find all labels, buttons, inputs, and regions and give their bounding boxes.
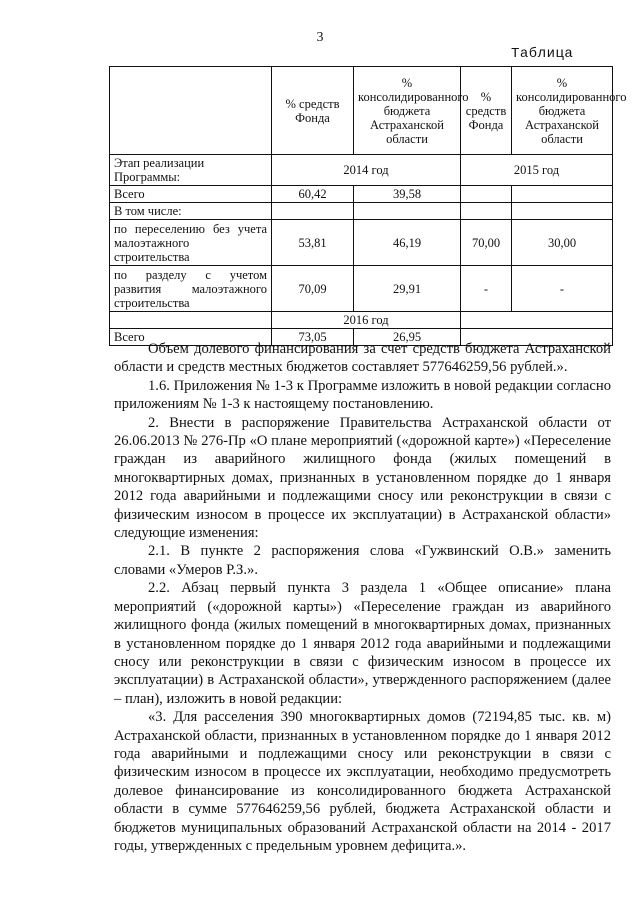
header-consolidated-2014: % консолидированного бюджета Астраханской области — [354, 67, 461, 155]
paragraph: 2.1. В пункте 2 распоряжения слова «Гужвинский О.В.» заменить словами «Умеров Р.З.». — [114, 543, 611, 578]
paragraph: Объем долевого финансирования за счет средств бюджета Астраханской области и средств местных бюджетов составляет 577646259,56 рублей.». — [114, 341, 611, 376]
cell-fund-2016: 73,05 — [272, 329, 354, 346]
table-caption: Таблица — [511, 46, 574, 62]
cell-consolidated-2015: 30,00 — [512, 220, 613, 266]
cell-consolidated-2016: 26,95 — [354, 329, 461, 346]
table-row — [110, 203, 613, 220]
empty-cell — [110, 312, 272, 329]
cell-consolidated-2014 — [354, 203, 461, 220]
table-row — [110, 186, 613, 203]
cell-consolidated-2015 — [512, 186, 613, 203]
body-text — [114, 340, 611, 855]
paragraph: 1.6. Приложения № 1-3 к Программе изложить в новой редакции согласно приложениям № 1-3 к настоящему постановлению. — [114, 377, 611, 413]
table-header-row — [110, 67, 613, 155]
cell-fund-2014 — [272, 203, 354, 220]
page-number: 3 — [316, 30, 324, 45]
paragraph: 2.2. Абзац первый пункта 3 раздела 1 «Общее описание» плана мероприятий («дорожной карты») «Переселение граждан из аварийного жилищного фонда (жилых помещений в многоквартирных домах, признанных в установленном порядке до 1 января 2012 года аварийными и подлежащими сносу или реконструкции в связи с физическим износом в процессе их эксплуатации) в Астраханской области», утвержденного распоряжением (далее – план), изложить в новой редакции: — [114, 580, 611, 707]
cell-fund-2014: 60,42 — [272, 186, 354, 203]
table-row — [110, 266, 613, 312]
cell-fund-2014: 70,09 — [272, 266, 354, 312]
cell-consolidated-2015: - — [512, 266, 613, 312]
cell-consolidated-2014: 46,19 — [354, 220, 461, 266]
cell-fund-2015: 70,00 — [461, 220, 512, 266]
cell-consolidated-2014: 29,91 — [354, 266, 461, 312]
funding-share-table — [109, 66, 627, 346]
year-2015: 2015 год — [461, 155, 613, 186]
table-row — [110, 220, 613, 266]
row-label: по переселению без учета малоэтажного строительства — [110, 220, 272, 266]
year-2016: 2016 год — [272, 312, 461, 329]
cell-fund-2015 — [461, 186, 512, 203]
cell-consolidated-2015 — [512, 203, 613, 220]
empty-cell — [461, 312, 613, 329]
paragraph: 2. Внести в распоряжение Правительства Астраханской области от 26.06.2013 № 276-Пр «О плане мероприятий («дорожной карте») «Переселение граждан из аварийного жилищного фонда (жилых помещений в многоквартирных домах, признанных в установленном порядке до 1 января 2012 года аварийными и подлежащими сносу или реконструкции в связи с физическим износом в процессе их эксплуатации) в Астраханской области» следующие изменения: — [114, 414, 611, 542]
header-consolidated-2015: % консолидированного бюджета Астраханской области — [512, 67, 613, 155]
row-label: Всего — [110, 329, 272, 346]
stage-label: Этап реализации Программы: — [110, 155, 272, 186]
header-fund-2015: % средств Фонда — [461, 67, 512, 155]
cell-fund-2015: - — [461, 266, 512, 312]
cell-fund-2014: 53,81 — [272, 220, 354, 266]
cell-fund-2015 — [461, 203, 512, 220]
year-2016-row — [110, 312, 613, 329]
row-label: Всего — [110, 186, 272, 203]
stage-row — [110, 155, 613, 186]
paragraph: «3. Для расселения 390 многоквартирных домов (72194,85 тыс. кв. м) Астраханской области, признанных в установленном порядке до 1 января 2012 года аварийными и подлежащими сносу или реконструкции в связи с физическим износом в процессе их эксплуатации, необходимо предусмотреть долевое финансирование из консолидированного бюджета Астраханской области в сумме 577646259,56 рублей, бюджета Астраханской области и бюджетов муниципальных образований Астраханской области на 2014 - 2017 годы, утвержденных с предельным уровнем дефицита.». — [114, 709, 611, 854]
row-label: по разделу с учетом развития малоэтажного строительства — [110, 266, 272, 312]
cell-consolidated-2014: 39,58 — [354, 186, 461, 203]
header-empty-cell — [110, 67, 272, 155]
row-label: В том числе: — [110, 203, 272, 220]
header-fund-2014: % средств Фонда — [272, 67, 354, 155]
year-2014: 2014 год — [272, 155, 461, 186]
